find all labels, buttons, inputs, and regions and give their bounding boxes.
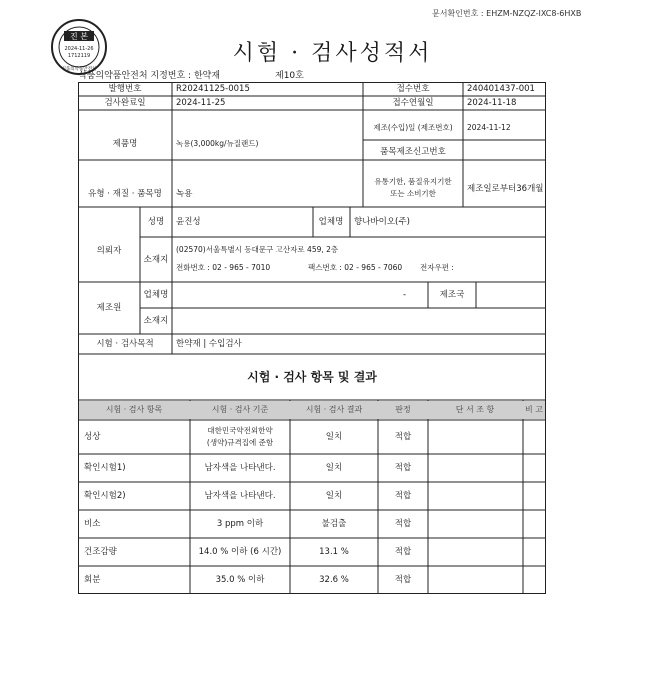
results-title: 시험 · 검사 항목 및 결과	[247, 370, 377, 384]
purpose-label: 시험 · 검사목적	[96, 339, 154, 349]
issue-number: R20241125-0015	[176, 84, 250, 94]
expiry-label-line1: 유통기한, 품질유지기한	[374, 177, 452, 186]
type-value: 녹용	[176, 189, 193, 199]
report-table	[78, 82, 546, 594]
result-judgment: 적합	[394, 463, 412, 473]
result-judgment: 적합	[394, 491, 412, 501]
issuer-number: 제10호	[275, 71, 304, 81]
issuer-designation: 식품의약품안전처 지정번호 : 한약재	[78, 71, 221, 81]
mfr-company-label: 업체명	[143, 290, 169, 300]
requester-name: 윤진성	[176, 217, 201, 227]
manufacturer-label: 제조원	[96, 303, 122, 313]
name-label: 성명	[147, 217, 165, 227]
result-item: 확인시험2)	[84, 491, 126, 501]
result-standard: 14.0 % 이하 (6 시간)	[198, 547, 282, 557]
result-judgment: 적합	[394, 575, 412, 585]
svg-text:1712119: 1712119	[67, 53, 91, 59]
report-number-label: 품목제조신고번호	[380, 147, 446, 157]
fax: 팩스번호 : 02 - 965 - 7060	[308, 263, 403, 272]
email: 전자우편 :	[420, 263, 454, 272]
company-label: 업체명	[318, 217, 344, 227]
mfr-company: -	[403, 290, 407, 300]
result-judgment: 적합	[394, 432, 412, 442]
phone: 전화번호 : 02 - 965 - 7010	[176, 263, 271, 272]
result-item: 건조감량	[84, 547, 117, 557]
receipt-number: 240401437-001	[467, 84, 535, 94]
result-item: 비소	[84, 519, 101, 529]
result-judgment: 적합	[394, 547, 412, 557]
complete-date-label: 검사완료일	[104, 98, 146, 108]
svg-text:진 본: 진 본	[70, 32, 88, 41]
svg-text:식품의약품안전처: 식품의약품안전처	[61, 67, 97, 72]
result-standard: 3 ppm 이하	[216, 519, 264, 529]
complete-date: 2024-11-25	[176, 98, 226, 108]
results-header-proviso: 단 서 조 항	[455, 405, 495, 414]
type-label: 유형 · 재질 · 품목명	[88, 189, 162, 199]
result-item: 확인시험1)	[84, 463, 126, 473]
results-header-remarks: 비 고	[525, 405, 543, 414]
expiry-value: 제조일로부터36개월	[467, 184, 544, 194]
purpose: 한약재 | 수입검사	[176, 339, 242, 349]
result-value: 32.6 %	[319, 575, 349, 585]
result-item: 회분	[84, 575, 101, 585]
result-standard: 남자색을 나타낸다.	[204, 491, 276, 501]
mfr-country-label: 제조국	[439, 290, 465, 300]
result-value: 13.1 %	[319, 547, 349, 557]
result-standard-line2: (생약)규격집에 준함	[206, 438, 274, 447]
result-standard: 남자색을 나타낸다.	[204, 463, 276, 473]
receipt-date: 2024-11-18	[467, 98, 517, 108]
mfg-date-label: 제조(수입)일 (제조번호)	[373, 123, 453, 132]
result-standard: 대한민국약전외한약	[207, 426, 273, 435]
table-grid	[78, 82, 546, 594]
results-header-result: 시험 · 검사 결과	[305, 405, 363, 414]
results-header-judgment: 판정	[395, 405, 411, 414]
expiry-label-line2: 또는 소비기한	[390, 189, 436, 198]
result-value: 일치	[325, 432, 343, 442]
result-value: 일치	[325, 491, 343, 501]
requester-label: 의뢰자	[96, 246, 122, 256]
mfr-address-label: 소재지	[143, 316, 169, 326]
result-item: 성상	[84, 432, 101, 442]
mfg-date: 2024-11-12	[467, 123, 511, 132]
result-judgment: 적합	[394, 519, 412, 529]
address: (02570)서울특별시 동대문구 고산자로 459, 2층	[176, 245, 339, 254]
svg-text:2024-11-26: 2024-11-26	[64, 46, 94, 52]
document-title: 시험 · 검사성적서	[232, 41, 433, 66]
company-name: 향나바이오(주)	[354, 217, 410, 227]
result-value: 일치	[325, 463, 343, 473]
document-number: 문서확인번호 : EHZM-NZQZ-IXC8-6HXB	[432, 9, 582, 18]
address-label: 소재지	[143, 255, 169, 265]
results-header-item: 시험 · 검사 항목	[105, 405, 163, 414]
receipt-number-label: 접수번호	[396, 84, 430, 94]
result-value: 불검출	[321, 519, 347, 529]
result-standard: 35.0 % 이하	[215, 575, 265, 585]
receipt-date-label: 접수연월일	[392, 98, 434, 108]
issue-number-label: 발행번호	[108, 84, 142, 94]
product-label: 제품명	[112, 139, 138, 149]
product-name: 녹용(3,000kg/뉴질랜드)	[176, 139, 259, 148]
results-header-standard: 시험 · 검사 기준	[211, 405, 269, 414]
